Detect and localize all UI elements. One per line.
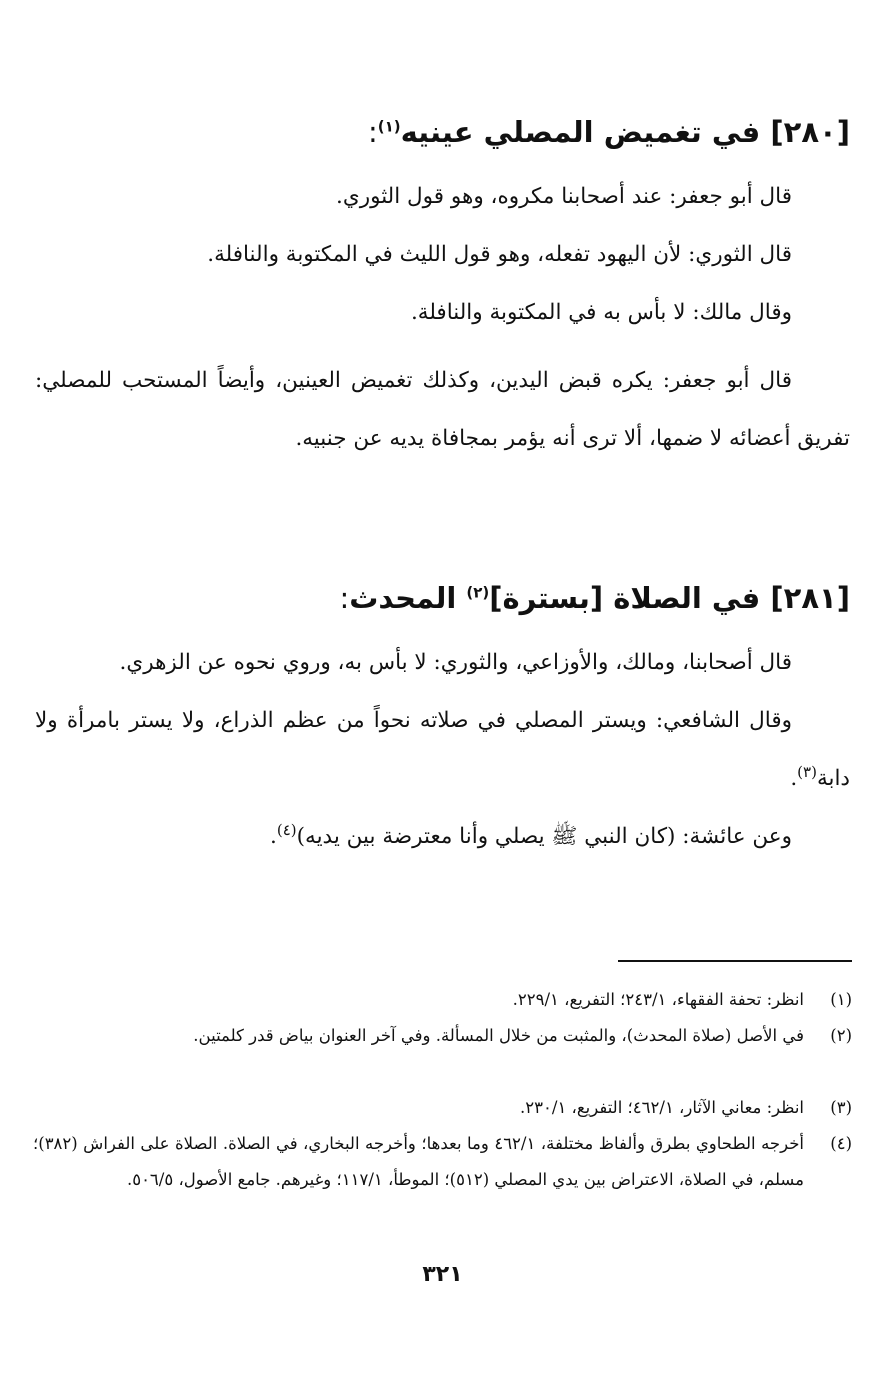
footnote-2 bbox=[33, 1018, 852, 1054]
section-280-body bbox=[35, 168, 850, 342]
footnote-3 bbox=[33, 1090, 852, 1126]
footnote-4-number: (٤) bbox=[830, 1134, 852, 1153]
footnote-separator bbox=[618, 960, 852, 962]
paragraph-thawri: قال الثوري: لأن اليهود تفعله، وهو قول الليث في المكتوبة والنافلة. bbox=[207, 242, 792, 267]
footnote-2-number: (٢) bbox=[830, 1026, 852, 1045]
paragraph-abu-jafar-1: قال أبو جعفر: عند أصحابنا مكروه، وهو قول الثوري. bbox=[336, 184, 792, 209]
section-280-title: في تغميض المصلي عينيه bbox=[400, 115, 761, 149]
section-281-title-a: في الصلاة [بسترة] bbox=[489, 581, 761, 615]
section-280-heading bbox=[35, 110, 850, 154]
paragraph-malik: وقال مالك: لا بأس به في المكتوبة والنافلة. bbox=[410, 300, 792, 325]
footnote-ref-1: (١) bbox=[377, 117, 401, 136]
paragraph-companions: قال أصحابنا، ومالك، والأوزاعي، والثوري: لا بأس به، وروي نحوه عن الزهري. bbox=[119, 650, 792, 675]
footnote-4-text: أخرجه الطحاوي بطرق وألفاظ مختلفة، ٤٦٢/١ وما بعدها؛ وأخرجه البخاري، في الصلاة. الصلاة على الفراش (٣٨٢)؛ مسلم، في الصلاة، الاعتراض بين يدي المصلي (٥١٢)؛ الموطأ، ١١٧/١؛ وغيرهم. جامع الأصول، ٥٠٦/٥. bbox=[33, 1134, 805, 1189]
paragraph-aisha-end: . bbox=[270, 824, 277, 849]
paragraph-shafii-text: وقال الشافعي: ويستر المصلي في صلاته نحواً من عظم الذراع، ولا يستر بامرأة ولا دابة bbox=[35, 708, 850, 791]
section-280-number: [٢٨٠] bbox=[770, 115, 850, 149]
section-281-heading bbox=[35, 576, 850, 620]
paragraph-shafii-end: . bbox=[790, 766, 798, 791]
section-281-colon: : bbox=[339, 581, 350, 615]
paragraph-abu-jafar-2: قال أبو جعفر: يكره قبض اليدين، وكذلك تغميض العينين، وأيضاً المستحب للمصلي: تفريق أعضائه لا ضمها، ألا ترى أنه يؤمر بمجافاة يديه عن جنبيه. bbox=[35, 368, 850, 451]
footnote-ref-3: (٣) bbox=[797, 762, 817, 781]
footnote-3-text: انظر: معاني الآثار، ٤٦٢/١؛ التفريع، ٢٣٠/١. bbox=[520, 1098, 804, 1117]
footnote-ref-4: (٤) bbox=[276, 820, 297, 839]
footnote-4 bbox=[33, 1126, 852, 1198]
footnote-2-text: في الأصل (صلاة المحدث)، والمثبت من خلال المسألة. وفي آخر العنوان بياض قدر كلمتين. bbox=[193, 1026, 804, 1045]
section-281-body bbox=[35, 634, 850, 866]
paragraph-aisha-text: وعن عائشة: (كان النبي ﷺ يصلي وأنا معترضة بين يديه) bbox=[296, 824, 792, 849]
footnote-1-text: انظر: تحفة الفقهاء، ٢٤٣/١؛ التفريع، ٢٢٩/١. bbox=[512, 990, 804, 1009]
footnote-1-number: (١) bbox=[830, 990, 852, 1009]
section-281-title-b: المحدث bbox=[349, 581, 467, 615]
footnote-3-number: (٣) bbox=[830, 1098, 852, 1117]
section-280-body-2 bbox=[35, 352, 850, 468]
page-number: ٣٢١ bbox=[422, 1262, 463, 1287]
section-281-number: [٢٨١] bbox=[770, 581, 850, 615]
footnote-ref-2: (٢) bbox=[466, 583, 490, 602]
paragraph-aisha bbox=[35, 808, 850, 866]
footnote-1 bbox=[33, 982, 852, 1018]
paragraph-shafii bbox=[35, 692, 850, 808]
section-280-colon: : bbox=[367, 115, 378, 149]
